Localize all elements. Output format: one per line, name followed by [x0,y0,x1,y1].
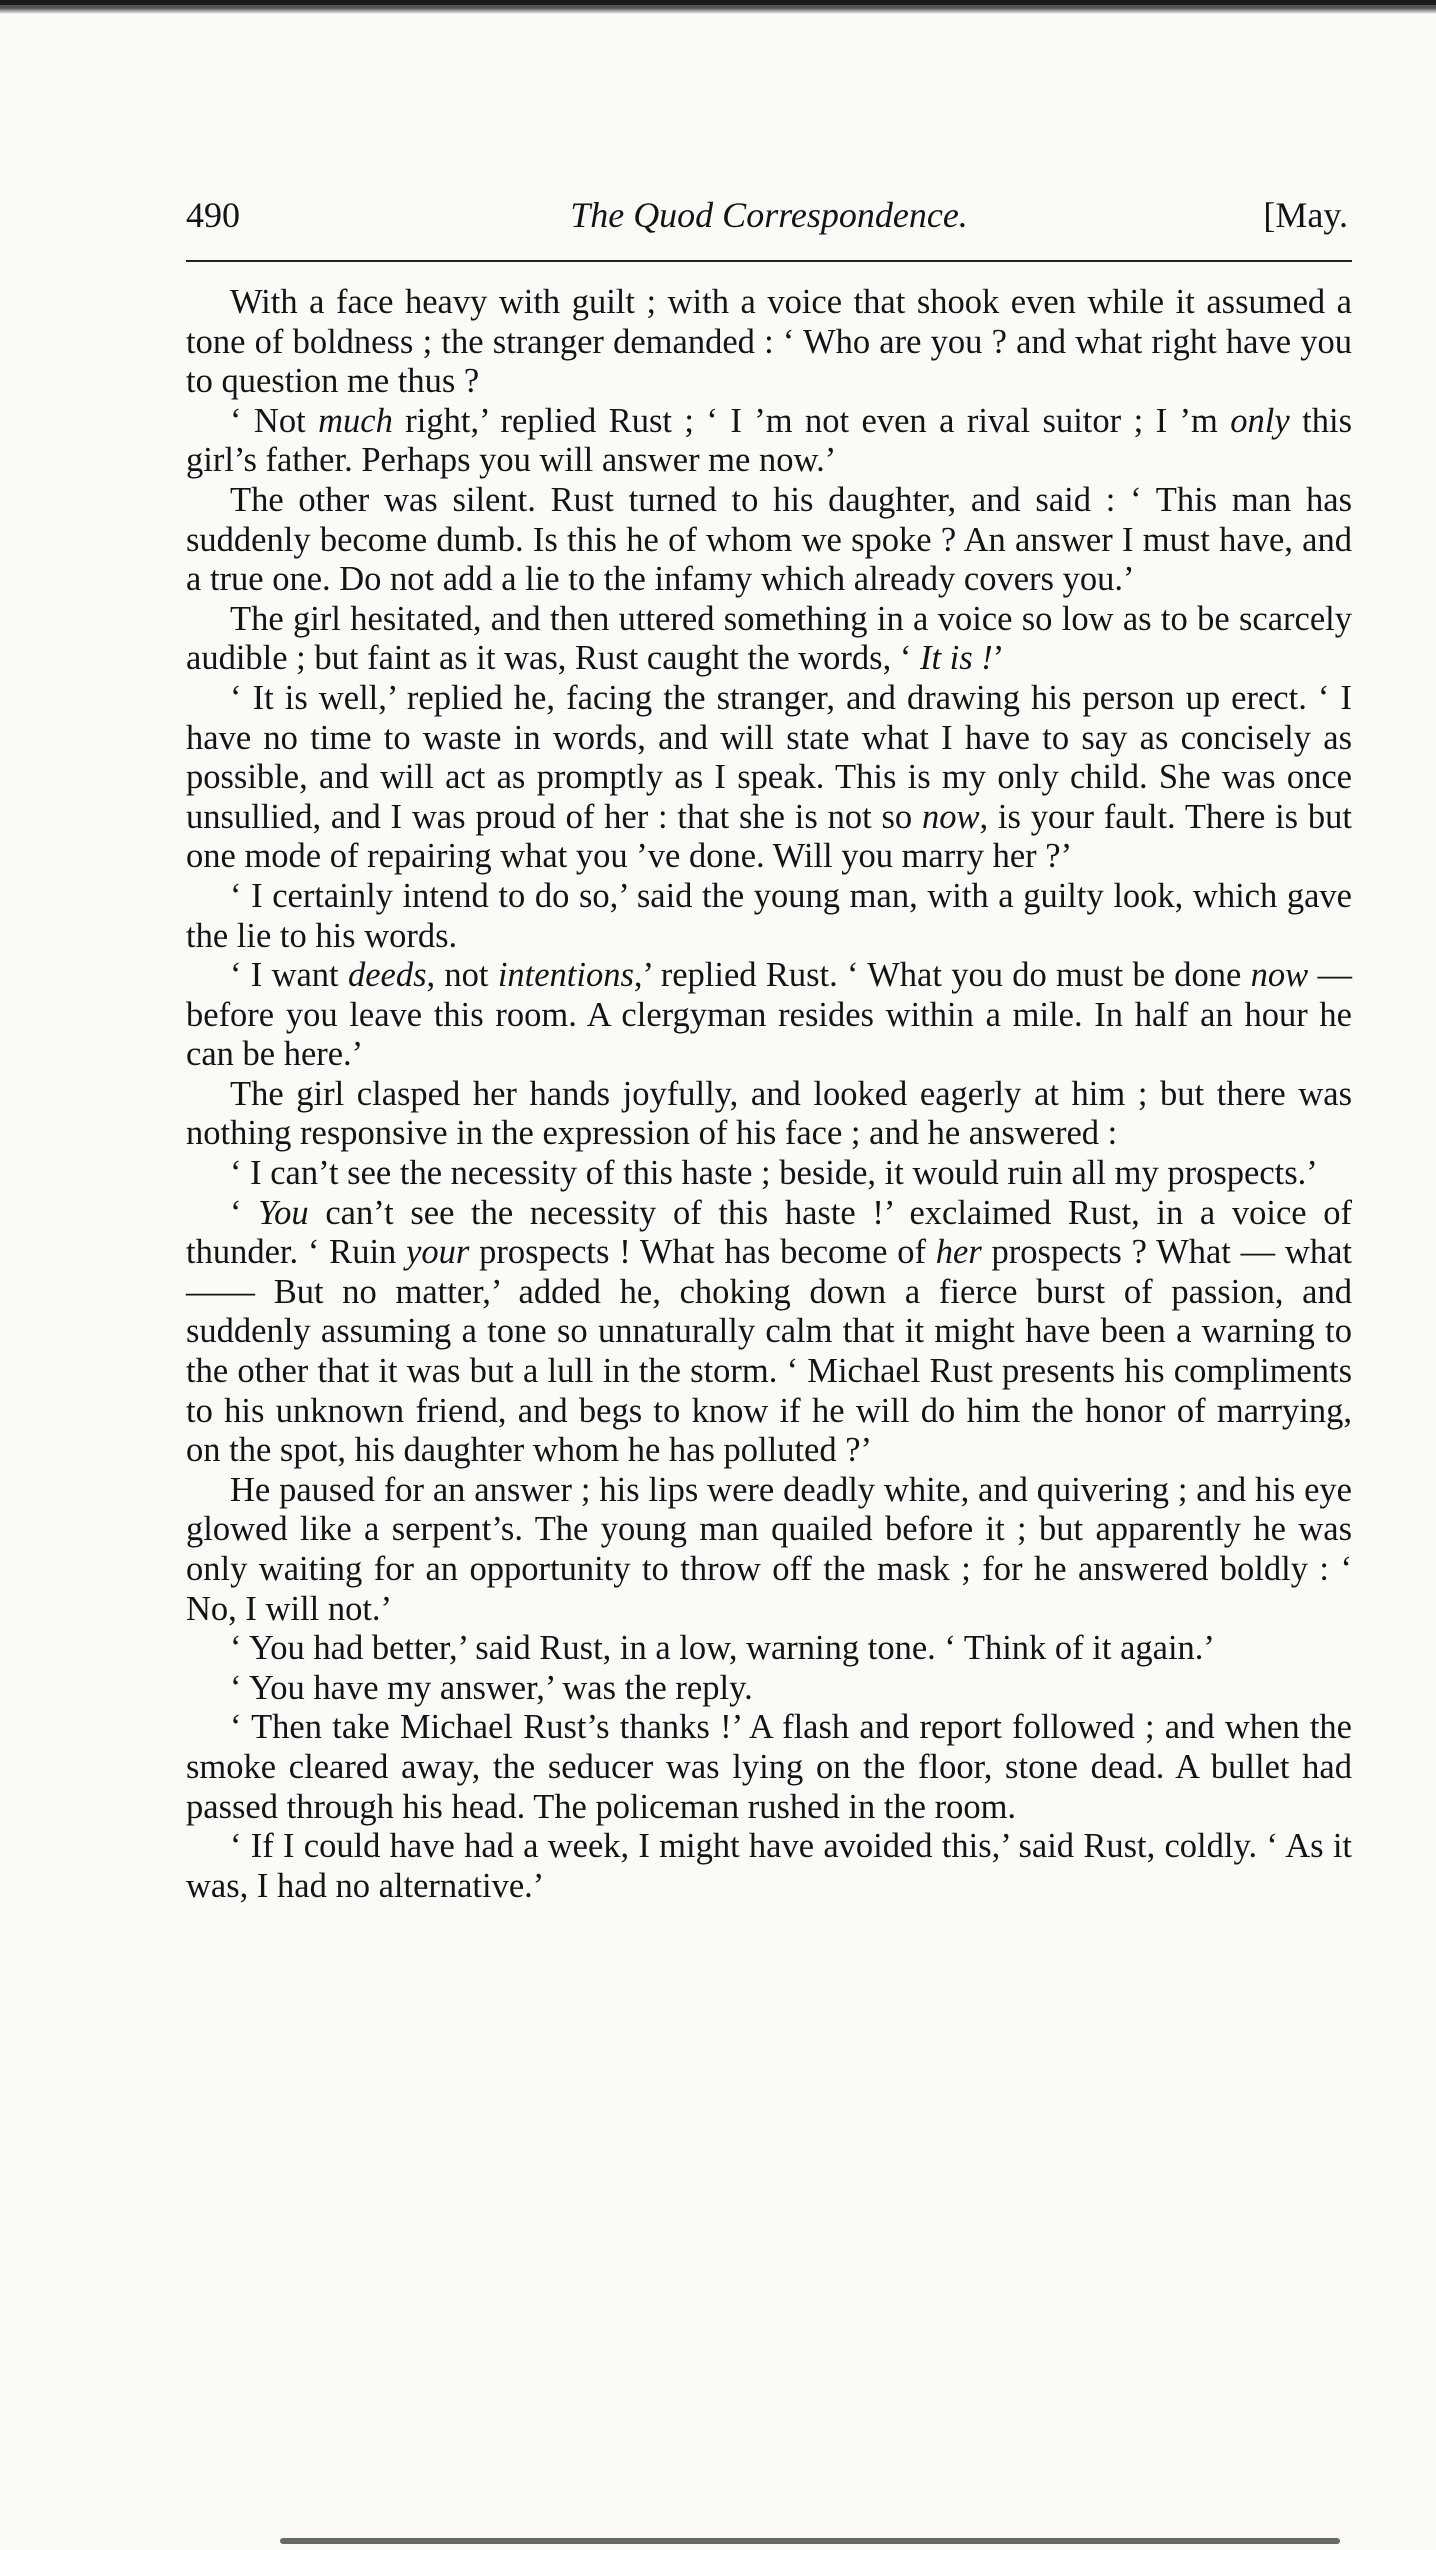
paragraph: ‘ Then take Michael Rust’s thanks !’ A flash and report followed ; and when the smoke cleared away, the seducer was lying on the floor, stone dead. A bullet had passed through his head. The policeman rushed in the room. [186,1708,1352,1826]
page-top-edge [0,0,1436,14]
running-header [186,180,1352,236]
paragraph: The other was silent. Rust turned to his daughter, and said : ‘ This man has suddenly become dumb. Is this he of whom we spoke ? An answer I must have, and a true one. Do not add a lie to the infamy which already covers you.’ [186,480,1352,599]
paragraph: ‘ If I could have had a week, I might have avoided this,’ said Rust, coldly. ‘ As it was, I had no alternative.’ [186,1827,1352,1905]
header-rule [186,260,1352,262]
paragraph: ‘ You have my answer,’ was the reply. [230,1668,753,1707]
paragraph: ‘ You had better,’ said Rust, in a low, warning tone. ‘ Think of it again.’ [230,1629,1215,1668]
paragraph: ‘ I can’t see the necessity of this haste ; beside, it would ruin all my prospects.’ [230,1154,1318,1193]
page-bottom-edge [280,2538,1340,2544]
book-page [186,180,1352,1905]
paragraph: ‘ I want deeds, not intentions,’ replied Rust. ‘ What you do must be done now — before you leave this room. A clergyman resides within a mile. In half an hour he can be here.’ [186,956,1352,1074]
header-month: [May. [1263,195,1348,235]
paragraph: The girl clasped her hands joyfully, and looked eagerly at him ; but there was nothing responsive in the expression of his face ; and he answered : [186,1074,1352,1153]
paragraph: ‘ Not much right,’ replied Rust ; ‘ I ’m not even a rival suitor ; I ’m only this girl’s father. Perhaps you will answer me now.’ [186,401,1352,480]
paragraph: ‘ I certainly intend to do so,’ said the young man, with a guilty look, which gave the lie to his words. [186,876,1352,955]
page-number: 490 [186,195,240,235]
paragraph: He paused for an answer ; his lips were deadly white, and quivering ; and his eye glowed like a serpent’s. The young man quailed before it ; but apparently he was only waiting for an opportunity to throw off the mask ; for he answered boldly : ‘ No, I will not.’ [186,1470,1352,1628]
body-text [186,283,1352,1906]
paragraph: ‘ You can’t see the necessity of this haste !’ exclaimed Rust, in a voice of thunder. ‘ Ruin your prospects ! What has become of her prospects ? What — what —— But no matter,’ added he, choking down a fierce burst of passion, and suddenly assuming a tone so unnaturally calm that it might have been a warning to the other that it was but a lull in the storm. ‘ Michael Rust presents his compliments to his unknown friend, and begs to know if he will do him the honor of marrying, on the spot, his daughter whom he has polluted ?’ [186,1193,1352,1470]
paragraph: The girl hesitated, and then uttered something in a voice so low as to be scarcely audible ; but faint as it was, Rust caught the words, ‘ It is !’ [186,599,1352,678]
paragraph: With a face heavy with guilt ; with a voice that shook even while it assumed a tone of boldness ; the stranger demanded : ‘ Who are you ? and what right have you to question me thus ? [186,283,1352,401]
paragraph: ‘ It is well,’ replied he, facing the stranger, and drawing his person up erect. ‘ I have no time to waste in words, and will state what I have to say as concisely as possible, and will act as promptly as I speak. This is my only child. She was once unsullied, and I was proud of her : that she is not so now, is your fault. There is but one mode of repairing what you ’ve done. Will you marry her ?’ [186,678,1352,876]
running-title: The Quod Correspondence. [570,195,968,235]
